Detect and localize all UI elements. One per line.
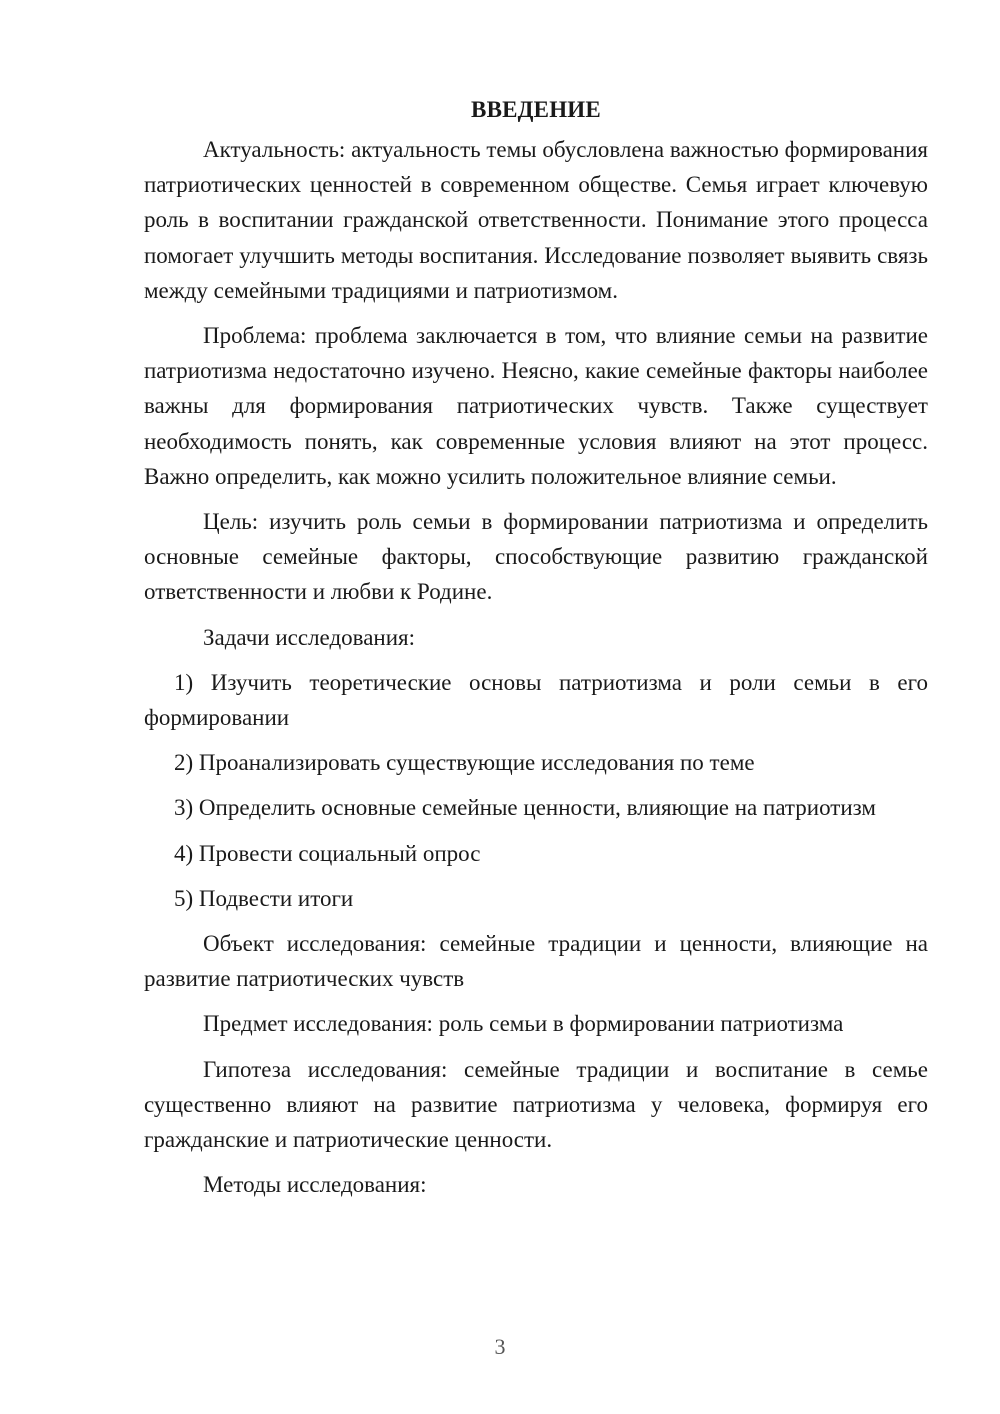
paragraph-problem: Проблема: проблема заключается в том, что влияние семьи на развитие патриотизма недостаточно изучено. Неясно, какие семейные факторы наиболее важны для формирования патриотических чувств. Также существует необходимость понять, как современные условия влияют на этот процесс. Важно определить, как можно усилить положительное влияние семьи. <box>144 323 928 489</box>
list-item: 1) Изучить теоретические основы патриотизма и роли семьи в его формировании <box>144 669 928 731</box>
paragraph-object: Объект исследования: семейные традиции и ценности, влияющие на развитие патриотических чувств <box>144 931 928 992</box>
list-item: 4) Провести социальный опрос <box>174 840 481 866</box>
page-number: 3 <box>494 1334 506 1359</box>
paragraph-hypothesis: Гипотеза исследования: семейные традиции и воспитание в семье существенно влияют на развитие патриотизма у человека, формируя его гражданские и патриотические ценности. <box>144 1056 928 1153</box>
tasks-list <box>144 665 928 916</box>
document-page <box>144 92 928 1212</box>
paragraph-subject: Предмет исследования: роль семьи в формировании патриотизма <box>203 1011 844 1037</box>
paragraph-relevance: Актуальность: актуальность темы обусловлена важностью формирования патриотических ценностей в современном обществе. Семья играет ключевую роль в воспитании гражданской ответственности. Понимание этого процесса помогает улучшить методы воспитания. Исследование позволяет выявить связь между семейными традициями и патриотизмом. <box>144 137 928 303</box>
paragraph-goal: Цель: изучить роль семьи в формировании патриотизма и определить основные семейные факторы, способствующие развитию гражданской ответственности и любви к Родине. <box>144 509 928 605</box>
section-title: ВВЕДЕНИЕ <box>471 97 601 122</box>
paragraph-tasks-heading: Задачи исследования: <box>203 624 416 650</box>
list-item: 3) Определить основные семейные ценности, влияющие на патриотизм <box>174 795 876 821</box>
list-item: 5) Подвести итоги <box>174 885 354 911</box>
list-item: 2) Проанализировать существующие исследования по теме <box>174 750 755 776</box>
paragraph-methods: Методы исследования: <box>203 1172 427 1198</box>
